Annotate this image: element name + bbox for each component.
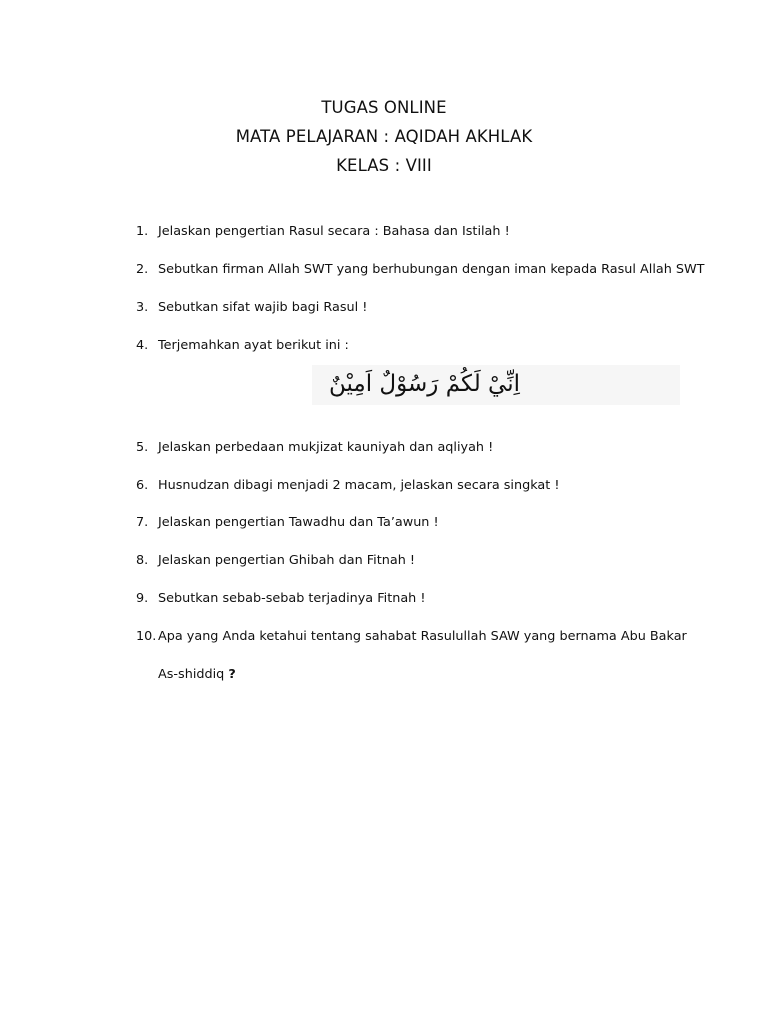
question-text: Sebutkan firman Allah SWT yang berhubungan dengan iman kepada Rasul Allah SWT — [158, 262, 705, 277]
question-1 — [0, 222, 768, 242]
question-mark: ? — [228, 667, 236, 682]
header-subject: MATA PELAJARAN : AQIDAH AKHLAK — [235, 127, 533, 146]
question-text: Jelaskan pengertian Ghibah dan Fitnah ! — [158, 553, 416, 568]
question-number: 8. — [136, 553, 149, 568]
question-7 — [0, 513, 768, 533]
question-10-continuation — [0, 665, 768, 685]
question-text: Sebutkan sifat wajib bagi Rasul ! — [158, 300, 368, 315]
question-text: Jelaskan pengertian Tawadhu dan Ta’awun ! — [158, 515, 439, 530]
header-class: KELAS : VIII — [336, 156, 432, 175]
question-text: Jelaskan pengertian Rasul secara : Bahasa dan Istilah ! — [158, 224, 510, 239]
question-8 — [0, 551, 768, 571]
question-number: 2. — [136, 262, 149, 277]
document-header — [0, 93, 768, 180]
question-6 — [0, 476, 768, 496]
question-9 — [0, 589, 768, 609]
question-text: Apa yang Anda ketahui tentang sahabat Rasulullah SAW yang bernama Abu Bakar — [158, 629, 687, 644]
question-4 — [0, 336, 768, 356]
question-text-continuation: As-shiddiq — [158, 667, 229, 682]
question-text: Jelaskan perbedaan mukjizat kauniyah dan aqliyah ! — [158, 440, 494, 455]
question-text: Husnudzan dibagi menjadi 2 macam, jelaskan secara singkat ! — [158, 478, 560, 493]
question-10 — [0, 627, 768, 647]
question-number: 7. — [136, 515, 149, 530]
question-2 — [0, 260, 768, 280]
arabic-verse: اِنِّيْ لَكُمْ رَسُوْلٌ اَمِيْنٌ — [328, 371, 520, 397]
question-text: Sebutkan sebab-sebab terjadinya Fitnah ! — [158, 591, 426, 606]
question-number: 3. — [136, 300, 149, 315]
question-number: 10. — [136, 629, 157, 644]
question-text: Terjemahkan ayat berikut ini : — [158, 338, 349, 353]
question-3 — [0, 298, 768, 318]
question-number: 6. — [136, 478, 149, 493]
question-number: 9. — [136, 591, 149, 606]
header-title: TUGAS ONLINE — [321, 98, 447, 117]
question-number: 1. — [136, 224, 149, 239]
question-number: 4. — [136, 338, 149, 353]
question-number: 5. — [136, 440, 149, 455]
question-5 — [0, 438, 768, 458]
